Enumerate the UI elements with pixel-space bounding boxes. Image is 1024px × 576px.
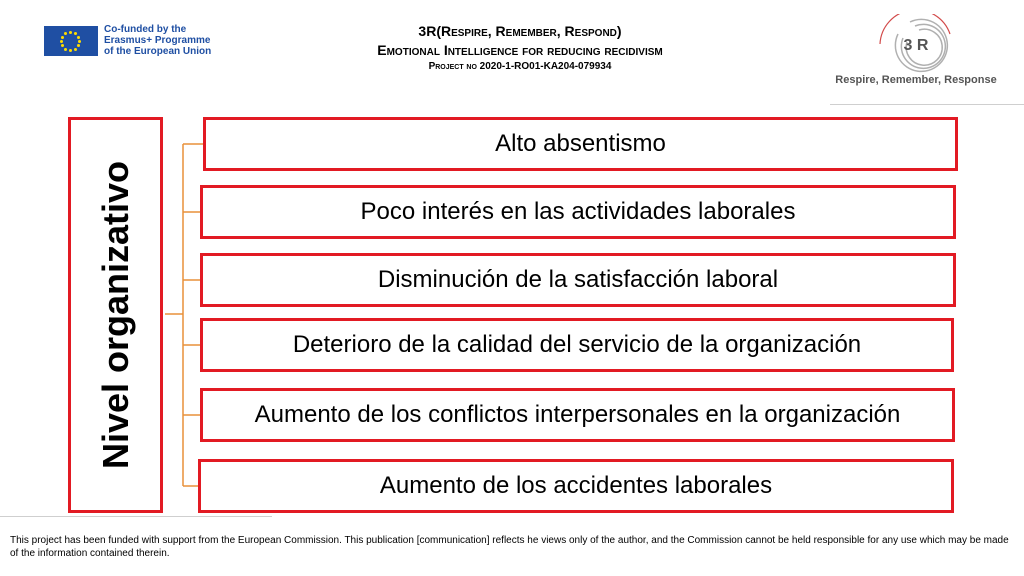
eu-funding-line: Co-funded by the (104, 24, 187, 35)
diagram-item (203, 117, 958, 171)
diagram-item-label: Alto absentismo (495, 130, 666, 157)
logo-mark: 3 R (903, 37, 929, 54)
page-title: 3R(Respire, Remember, Respond) (418, 23, 622, 39)
diagram-item (200, 318, 954, 372)
eu-funding-line: Erasmus+ Programme (104, 35, 211, 46)
diagram-item-label: Aumento de los accidentes laborales (379, 472, 773, 499)
diagram-item (198, 459, 954, 513)
footer-divider (0, 516, 272, 517)
diagram-item (200, 388, 955, 442)
diagram-item-label: Disminución de la satisfacción laboral (377, 266, 779, 293)
logo-tagline: Respire, Remember, Response (835, 74, 997, 86)
diagram-item-label: Aumento de los conflictos interpersonales en la organización (254, 401, 901, 428)
diagram-root-box (68, 117, 163, 513)
diagram-root-label: Nivel organizativo (94, 160, 136, 470)
page-subtitle: Emotional Intelligence for reducing recidivism (377, 42, 663, 58)
project-number: Project no 2020-1-RO01-KA204-079934 (428, 61, 612, 72)
diagram-item (200, 185, 956, 239)
diagram-item-label: Poco interés en las actividades laborales (360, 198, 796, 225)
eu-funding-line: of the European Union (104, 46, 212, 57)
footer-disclaimer: This project has been funded with support from the European Commission. This publication [communication] reflects he views only of the author, and the Commission cannot be held responsible for any use which may be made of the information contained therein. (10, 535, 1009, 559)
diagram-item (200, 253, 956, 307)
diagram-item-label: Deterioro de la calidad del servicio de la organización (292, 331, 862, 358)
